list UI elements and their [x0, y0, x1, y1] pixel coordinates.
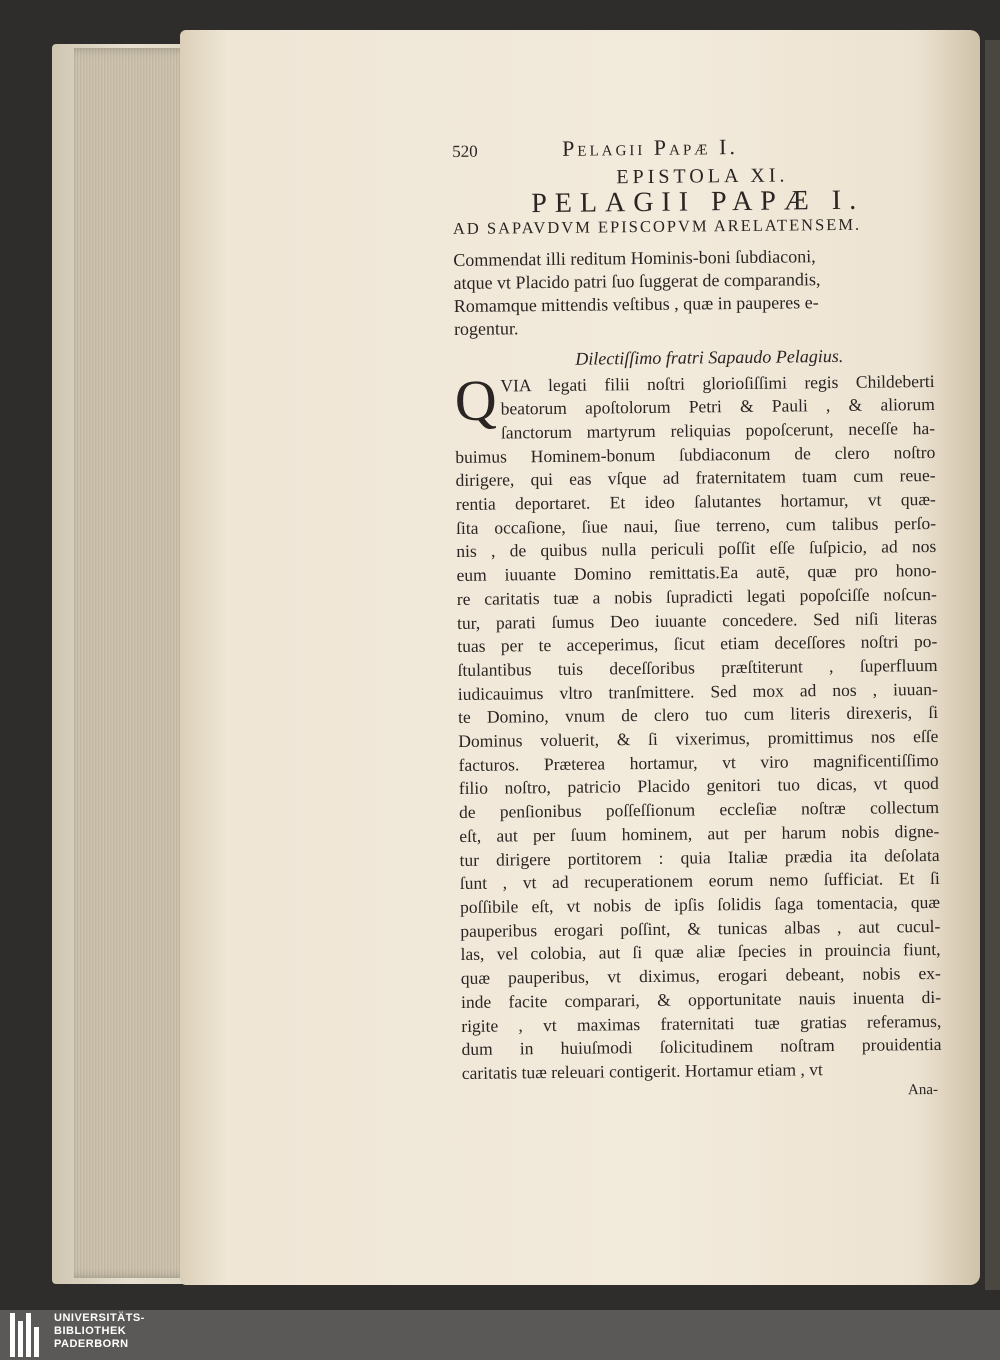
summary-line: Commendat illi reditum Hominis-boni ſubdiaconi, — [453, 246, 816, 270]
drop-cap: Q — [454, 367, 497, 433]
body-line: caritatis tuæ releuari contigerit. Hortamur etiam , vt — [461, 1059, 823, 1083]
body-line: tuas per te acceperimus, ſicut etiam deceſſores noſtri po- — [457, 631, 938, 657]
body-line: las, vel colobia, aut ſi quæ aliæ ſpecies in prouincia fiunt, — [460, 939, 941, 965]
body-line: tur, parati ſumus Deo iuuante concedere. Sed niſi literas — [456, 607, 938, 633]
summary-line: atque vt Placido patri ſuo ſuggerat de comparandis, — [453, 268, 821, 293]
body-line: Dominus voluerit, & ſi vixerimus, promittimus nos eſſe — [458, 726, 939, 752]
letter-body — [454, 369, 941, 1085]
body-line: quæ pauperibus, vt diximus, erogari debeant, nobis ex- — [460, 963, 941, 989]
body-line: iudicauimus vltro tranſmittere. Sed mox ad nos , iuuan- — [457, 678, 938, 704]
library-name-line: UNIVERSITÄTS- — [54, 1312, 145, 1324]
page-text — [452, 133, 942, 1107]
body-line: eſt, aut per ſuum hominem, aut per harum nobis digne- — [459, 820, 940, 846]
library-name-line: BIBLIOTHEK — [54, 1325, 127, 1337]
body-line: facturos. Præterea hortamur, vt viro magnificentiſſimo — [458, 749, 939, 775]
library-logo-icon — [10, 1313, 46, 1357]
body-line: VIA legati filii noſtri glorioſiſſimi regis Childeberti — [500, 370, 935, 396]
page-edges — [74, 48, 194, 1278]
library-name — [54, 1312, 145, 1351]
body-line: ſunt , vt ad recuperationem eorum nemo ſufficiat. Et ſi — [459, 868, 940, 894]
body-line: ſanctorum martyrum reliquias popoſcerunt, neceſſe ha- — [500, 417, 936, 443]
body-line: ſtulantibus tuis deceſſoribus præſtiterunt , ſuperfluum — [457, 654, 938, 680]
salutation: Dilectiſſimo fratri Sapaudo Pelagius. — [575, 345, 844, 369]
body-line: dirigere, qui eas vſque ad fraternitatem tuam cum reue- — [455, 465, 936, 491]
body-line: poſſibile eſt, vt nobis de ipſis ſolidis ſaga tomentacia, quæ — [459, 891, 941, 917]
body-line: nis , de quibus nulla periculi poſſit eſſe ſuſpicio, ad nos — [456, 536, 937, 562]
body-line: dum in huiuſmodi ſolicitudinem noſtram prouidentia — [461, 1034, 942, 1060]
library-name-line: PADERBORN — [54, 1338, 129, 1350]
body-line: re caritatis tuæ a nobis ſupradicti legati popoſciſſe noſcun- — [456, 583, 937, 609]
gutter-shadow — [985, 40, 1000, 1290]
epistola-heading: EPISTOLA XI. — [616, 164, 789, 188]
body-line: beatorum apoſtolorum Petri & Pauli , & aliorum — [500, 394, 935, 419]
body-line: filio noſtro, patricio Placido genitori tuo dicas, vt quod — [458, 773, 939, 799]
body-line: buimus Hominem-bonum ſubdiaconum de clero noſtro — [455, 441, 936, 467]
library-footer — [0, 1310, 1000, 1360]
body-line: de penſionibus poſſeſſionum eccleſiæ noſtræ collectum — [458, 797, 940, 823]
running-title: Pelagii Papæ I. — [561, 134, 739, 161]
letter-title: PELAGII PAPÆ I. — [531, 185, 865, 220]
running-head — [452, 133, 932, 164]
body-line: tur dirigere portitorem : quia Italiæ prædia ita deſolata — [459, 844, 940, 870]
body-line: rentia deportaret. Et ideo ſalutantes hortamur, vt quæ- — [455, 488, 936, 515]
body-line: pauperibus erogari poſſint, & tunicas albas , aut cucul- — [460, 915, 941, 941]
summary-line: rogentur. — [453, 318, 519, 339]
body-line: inde facite comparari, & opportunitate nauis inuenta di- — [460, 986, 942, 1012]
letter-address: AD SAPAVDVM EPISCOPVM ARELATENSEM. — [452, 214, 862, 239]
body-line: rigite , vt maximas fraternitati tuæ gratias referamus, — [461, 1010, 942, 1036]
summary-line: Romamque mittendis veſtibus , quæ in pauperes e- — [453, 291, 819, 316]
catchword: Ana- — [907, 1081, 939, 1098]
body-line: ſita occaſione, ſiue naui, ſiue terreno, cum talibus perſo- — [455, 512, 937, 538]
page-number: 520 — [452, 141, 478, 161]
body-line: te Domino, vnum de clero tuo cum literis direxeris, ſi — [457, 702, 939, 728]
letter-summary — [453, 244, 934, 341]
body-line: eum iuuante Domino remittatis.Ea autē, quæ pro hono- — [456, 560, 937, 586]
